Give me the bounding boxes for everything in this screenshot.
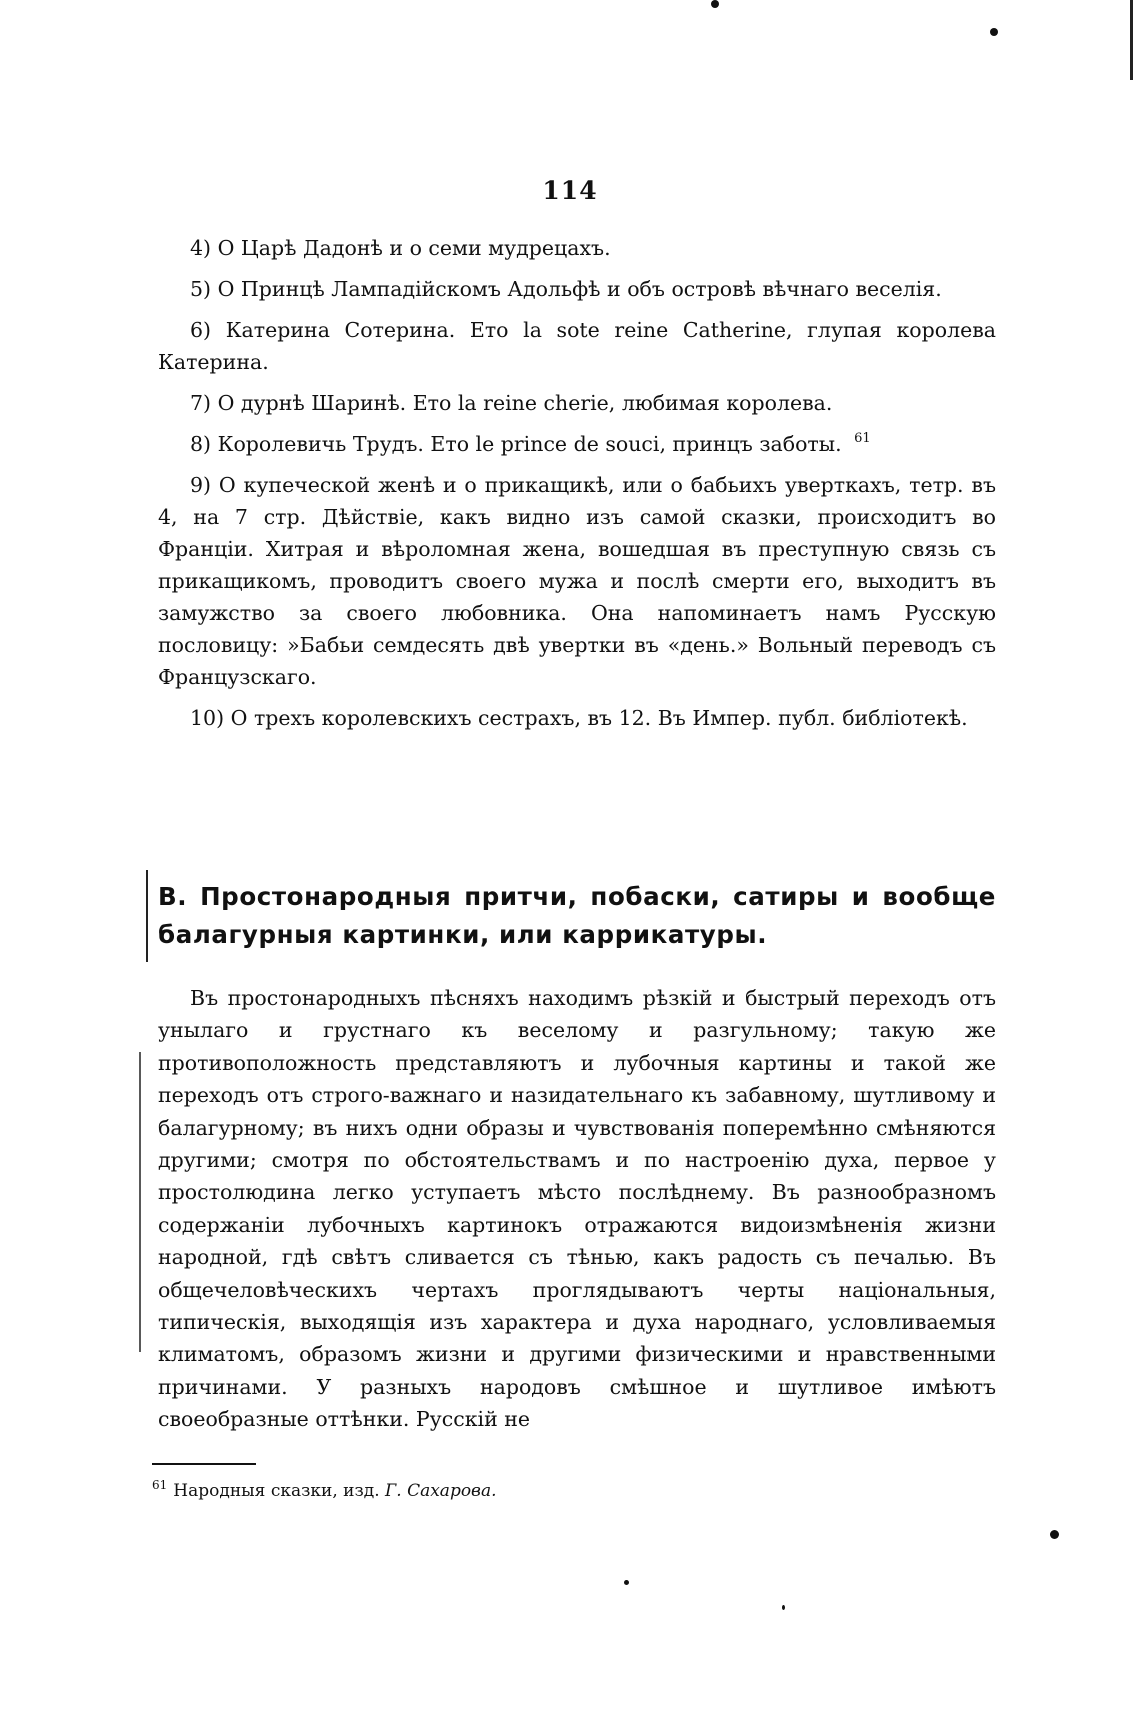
item-text: О купеческой женѣ и о прикащикѣ, или о бабьихъ уверткахъ, тетр. въ 4, на 7 стр. Дѣйствіе, какъ видно изъ самой сказки, происходитъ во Франціи. Хитрая и вѣроломная жена, вошедшая въ преступную связь съ прикащикомъ, проводитъ своего мужа и послѣ смерти его, выходитъ въ замужство за своего любовника. Она напоминаетъ намъ Русскую пословицу: »Бабьи семдесять двѣ увертки въ «день.» Вольный переводъ съ Французскаго.	[158, 473, 996, 689]
item-number: 5)	[190, 277, 212, 301]
item-text: Королевичь Трудъ. Ето le prince de souci, принцъ заботы.	[217, 432, 842, 456]
item-number: 7)	[190, 391, 212, 415]
list-item-7	[158, 387, 996, 419]
right-edge-mark	[1130, 0, 1133, 80]
item-number: 6)	[190, 318, 212, 342]
scan-speck	[782, 1605, 785, 1610]
item-text: Катерина Сотерина. Ето la sote reine Catherine, глупая королева Катерина.	[158, 318, 996, 374]
footnote-divider	[152, 1463, 256, 1465]
margin-bracket-heading	[146, 870, 148, 962]
section-heading: В. Простонародныя притчи, побаски, сатиры и вообще балагурныя картинки, или каррикатуры.	[158, 882, 996, 949]
item-number: 8)	[190, 432, 212, 456]
item-text: О Принцѣ Лампадійскомъ Адольфѣ и объ островѣ вѣчнаго веселія.	[217, 277, 942, 301]
scan-speck	[711, 0, 719, 8]
list-item-9	[158, 469, 996, 693]
footnote-mark: 61	[152, 1478, 168, 1492]
scan-speck	[624, 1580, 629, 1585]
scan-speck	[1050, 1530, 1059, 1539]
footnote	[152, 1479, 497, 1503]
list-item-10	[158, 702, 996, 734]
list-item-8	[158, 428, 996, 460]
list-item-5	[158, 273, 996, 305]
margin-pencil-line	[139, 1052, 141, 1352]
item-text: О дурнѣ Шаринѣ. Ето la reine cherie, любимая королева.	[217, 391, 833, 415]
footnote-reference[interactable]: 61	[854, 431, 871, 446]
section-body-paragraph: Въ простонародныхъ пѣсняхъ находимъ рѣзкій и быстрый переходъ отъ унылаго и грустнаго къ веселому и разгульному; такую же противоположность представляютъ и лубочныя картины и такой же переходъ отъ строго-важнаго и назидательнаго къ забавному, шутливому и балагурному; въ нихъ одни образы и чувствованія поперемѣнно смѣняются другими; смотря по обстоятельствамъ и по настроенію духа, первое у простолюдина легко уступаетъ мѣсто послѣднему. Въ разнообразномъ содержаніи лубочныхъ картинокъ отражаются видоизмѣненія жизни народной, гдѣ свѣтъ сливается съ тѣнью, какъ радость съ печалью. Въ общечеловѣческихъ чертахъ проглядываютъ черты національныя, типическія, выходящія изъ характера и духа народнаго, условливаемыя климатомъ, образомъ жизни и другими физическими и нравственными причинами. У разныхъ народовъ смѣшное и шутливое имѣютъ своеобразные оттѣнки. Русскій не	[158, 986, 996, 1432]
item-text: О трехъ королевскихъ сестрахъ, въ 12. Въ Импер. публ. библіотекѣ.	[230, 706, 968, 730]
item-number: 4)	[190, 236, 212, 260]
scan-speck	[990, 28, 998, 36]
footnote-text: Народныя сказки, изд.	[173, 1481, 380, 1501]
item-text: О Царѣ Дадонѣ и о семи мудрецахъ.	[217, 236, 611, 260]
footnote-author: Г. Сахарова.	[385, 1481, 497, 1501]
list-item-6	[158, 314, 996, 378]
numbered-list	[158, 232, 996, 743]
item-number: 9)	[190, 473, 212, 497]
list-item-4	[158, 232, 996, 264]
page-number: 114	[542, 176, 598, 205]
item-number: 10)	[190, 706, 225, 730]
